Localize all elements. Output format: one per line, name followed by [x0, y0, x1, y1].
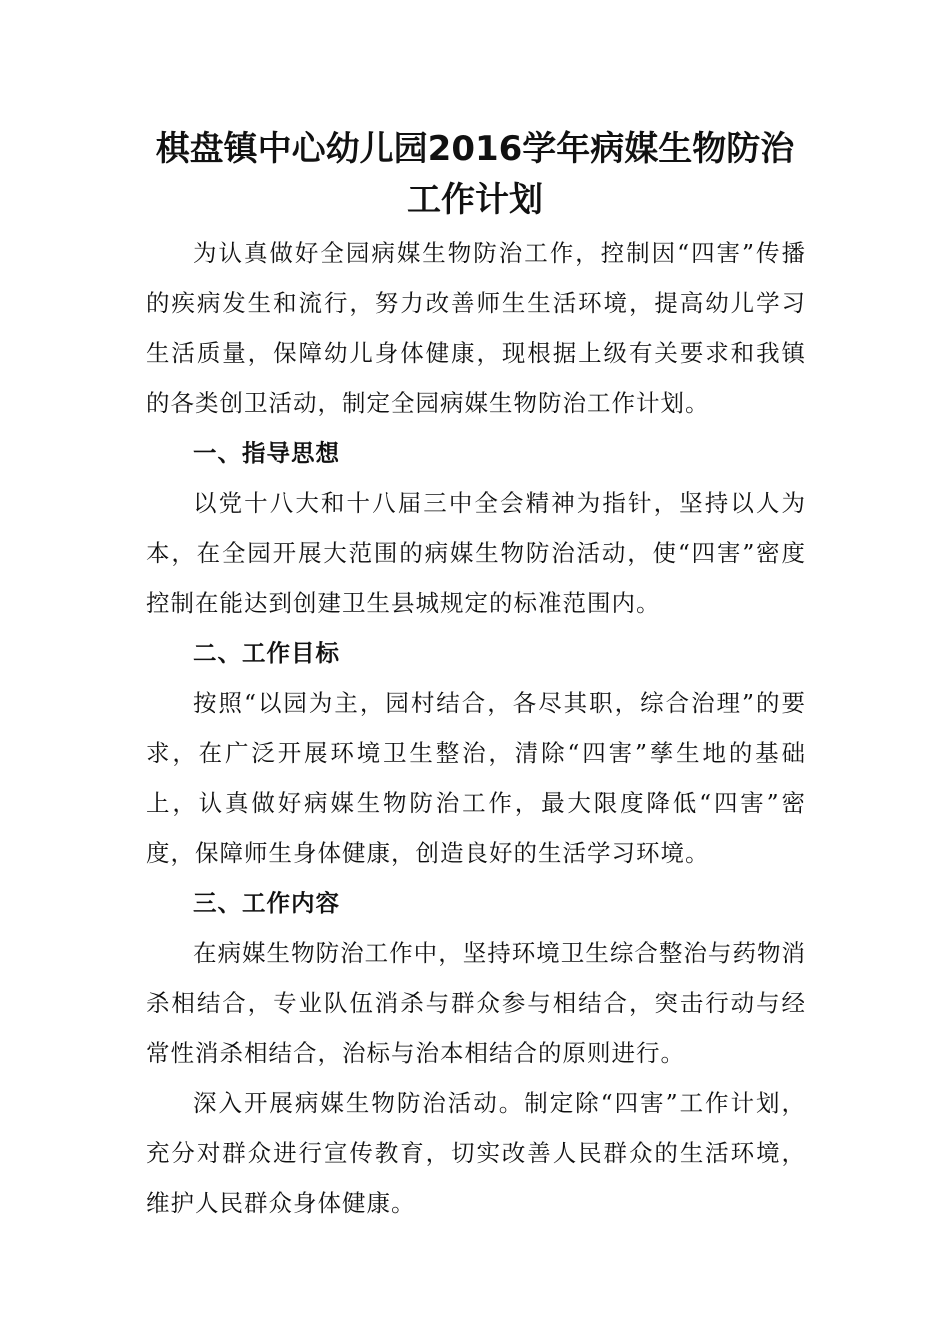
- guiding-idea-paragraph: 以党十八大和十八届三中全会精神为指针，坚持以人为本，在全园开展大范围的病媒生物防治活动，使“四害”密度控制在能达到创建卫生县城规定的标准范围内。: [146, 489, 806, 617]
- document-title-line-1: 棋盘镇中心幼儿园2016学年病媒生物防治: [155, 129, 795, 169]
- section-heading-guiding-idea: 一、指导思想: [193, 439, 340, 467]
- section-heading-work-content: 三、工作内容: [193, 889, 340, 917]
- document-body: [146, 228, 806, 1228]
- work-content-paragraph-2: 深入开展病媒生物防治活动。制定除“四害”工作计划，充分对群众进行宣传教育，切实改善人民群众的生活环境，维护人民群众身体健康。: [146, 1089, 806, 1217]
- intro-paragraph: 为认真做好全园病媒生物防治工作，控制因“四害”传播的疾病发生和流行，努力改善师生生活环境，提高幼儿学习生活质量，保障幼儿身体健康，现根据上级有关要求和我镇的各类创卫活动，制定全园病媒生物防治工作计划。: [146, 239, 806, 417]
- document-title-line-2: 工作计划: [407, 180, 543, 220]
- work-content-paragraph-1: 在病媒生物防治工作中，坚持环境卫生综合整治与药物消杀相结合，专业队伍消杀与群众参与相结合，突击行动与经常性消杀相结合，治标与治本相结合的原则进行。: [146, 939, 806, 1067]
- section-heading-work-goal: 二、工作目标: [193, 639, 340, 667]
- work-goal-paragraph: 按照“以园为主，园村结合，各尽其职，综合治理”的要求，在广泛开展环境卫生整治，清除“四害”孳生地的基础上，认真做好病媒生物防治工作，最大限度降低“四害”密度，保障师生身体健康，创造良好的生活学习环境。: [146, 689, 806, 867]
